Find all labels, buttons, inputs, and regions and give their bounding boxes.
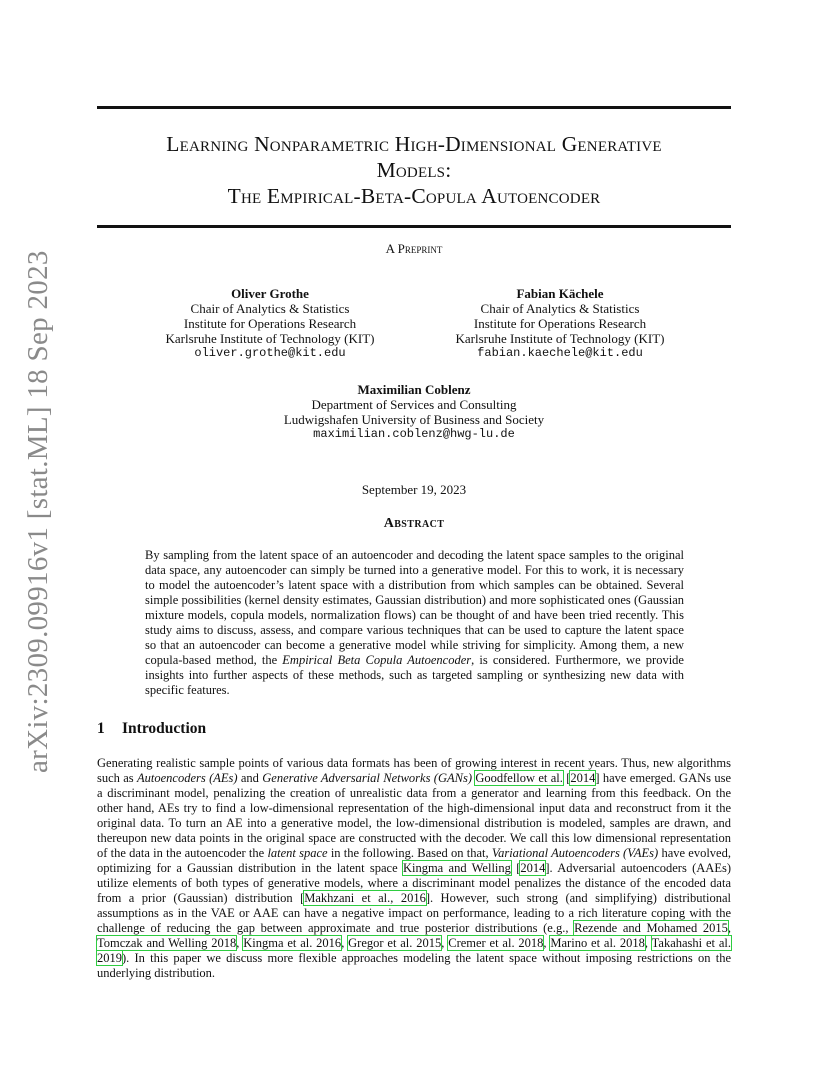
author-block-2 [425,286,695,361]
author-email[interactable]: maximilian.coblenz@hwg-lu.de [313,427,515,441]
arxiv-identifier[interactable]: arXiv:2309.09916v1 [stat.ML] 18 Sep 2023 [22,250,54,773]
author-affiliation: Institute for Operations Research [183,316,357,331]
citation-link[interactable]: Rezende and Mohamed 2015 [574,921,728,935]
author-email[interactable]: oliver.grothe@kit.edu [194,346,346,360]
body-text: have evolved, optimizing for a Gaussian distribution in the latent space [97,846,731,875]
citation-link[interactable]: 2014 [520,861,546,875]
body-text: and [237,771,263,785]
citation-link[interactable]: Takahashi et al. 2019 [97,936,731,965]
section-heading [97,720,206,738]
citation-link[interactable]: 2014 [570,771,596,785]
body-text: Generating realistic sample points of various data formats has been of growing interest in recent years. Thus, new algorithms such as [97,756,731,785]
body-text: , [441,936,449,950]
author-affiliation: Institute for Operations Research [473,316,647,331]
author-name: Fabian Kächele [516,286,604,301]
author-email[interactable]: fabian.kaechele@kit.edu [477,346,643,360]
body-text: , [644,936,652,950]
citation-link[interactable]: Marino et al. 2018 [550,936,645,950]
body-text: [ [510,861,521,875]
abstract-emphasis: Empirical Beta Copula Autoencoder [282,653,472,667]
preprint-label: A Preprint [385,241,443,256]
citation-link[interactable]: Cremer et al. 2018 [448,936,544,950]
body-text: ] have emerged. GANs use a discriminant model, penalizing the creation of unrealistic data from a generator and learning from this feedback. On the other hand, AEs try to find a low-dimensional representation of the high-dimensional input data and reconstruct from it the original data. To turn an AE into a generative model, the low-dimensional distribution is modeled, samples are drawn, and thereupon new data points in the original space are constructed with the decoder. We call this low dimensional representation of the data in the autoencoder the [97,771,731,860]
author-affiliation: Ludwigshafen University of Business and Society [283,412,545,427]
title-rule-top [97,106,731,109]
body-text: , [727,921,732,935]
author-block-1 [135,286,405,361]
publication-date: September 19, 2023 [361,482,467,497]
body-text: , [543,936,551,950]
citation-link[interactable]: Gregor et al. 2015 [348,936,442,950]
citation-link[interactable]: Goodfellow et al. [475,771,563,785]
title-line-3: The Empirical-Beta-Copula Autoencoder [227,184,601,208]
abstract-text-part: , is considered. Furthermore, we provide insights into further aspects of these methods, such as targeted sampling or synthesizing new data with specific features. [145,653,684,697]
body-text: in the following. Based on that, [327,846,492,860]
body-emphasis: Variational Autoencoders (VAEs) [491,846,659,860]
author-name: Oliver Grothe [231,286,309,301]
introduction-paragraph [97,756,731,981]
citation-link[interactable]: Kingma and Welling [402,861,511,875]
title-line-2: Models: [376,158,452,182]
body-text: ). In this paper we discuss more flexible approaches modeling the latent space without imposing restrictions on the underlying distribution. [97,951,731,980]
author-block-3 [214,382,614,442]
author-affiliation: Karlsruhe Institute of Technology (KIT) [165,331,375,346]
author-affiliation: Karlsruhe Institute of Technology (KIT) [455,331,665,346]
body-text: [ [562,771,571,785]
body-text: ]. However, such strong (and simplifying) distributional assumptions as in the VAE or AAE can have a negative impact on performance, leading to a rich literature coping with the challenge of reducing the gap between approximate and true posterior distributions (e.g., [97,891,731,935]
title-rule-bottom [97,225,731,228]
citation-link[interactable]: Tomczak and Welling 2018 [97,936,237,950]
paper-title [97,131,731,209]
abstract-text [145,548,684,698]
body-text: , [341,936,349,950]
author-affiliation: Department of Services and Consulting [311,397,517,412]
body-text: , [236,936,244,950]
author-affiliation: Chair of Analytics & Statistics [190,301,350,316]
body-emphasis: Autoencoders (AEs) [137,771,238,785]
body-emphasis: latent space [267,846,328,860]
section-number: 1 [97,720,105,737]
abstract-text-part: By sampling from the latent space of an autoencoder and decoding the latent space samples to the original data space, any autoencoder can simply be turned into a generative model. For this to work, it is necessary to model the autoencoder’s latent space with a distribution from which samples can be obtained. Several simple possibilities (kernel density estimates, Gaussian distribution) and more sophisticated ones (Gaussian mixture models, copula models, normalization flows) can be thought of and have been tried recently. This study aims to discuss, assess, and compare various techniques that can be used to capture the latent space so that an autoencoder can become a generative model while striving for simplicity. Among them, a new copula-based method, the [145,548,684,667]
author-name: Maximilian Coblenz [357,382,471,397]
author-affiliation: Chair of Analytics & Statistics [480,301,640,316]
section-title: Introduction [122,720,207,737]
title-line-1: Learning Nonparametric High-Dimensional Generative [166,132,662,156]
body-text: ]. Adversarial autoencoders (AAEs) utilize elements of both types of generative models, where a discriminant model penalizes the distance of the encoded data from a prior (Gaussian) distribution [ [97,861,731,905]
abstract-heading: Abstract [383,516,445,531]
citation-link[interactable]: Kingma et al. 2016 [243,936,342,950]
citation-link[interactable]: Makhzani et al., 2016 [304,891,426,905]
body-emphasis: Generative Adversarial Networks (GANs) [262,771,472,785]
